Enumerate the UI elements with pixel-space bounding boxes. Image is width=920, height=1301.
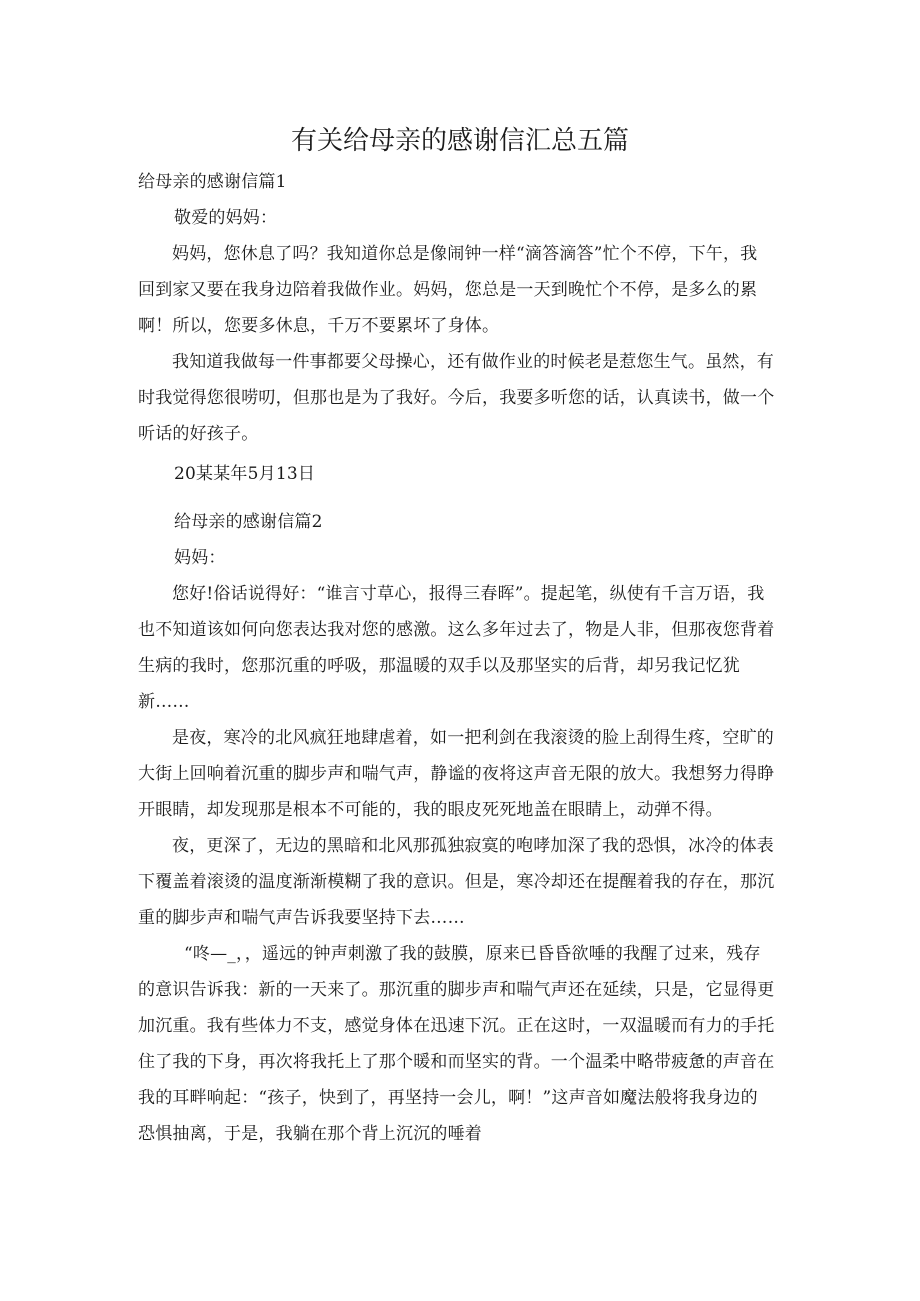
text-line: 生病的我时，您那沉重的呼吸，那温暖的双手以及那坚实的后背，却另我记忆犹 bbox=[138, 656, 740, 676]
text-line: “咚—_，，遥远的钟声刺激了我的鼓膜，原来已昏昏欲唾的我醒了过来，残存 bbox=[184, 944, 761, 964]
text-line: 啊！所以，您要多休息，千万不要累坏了身体。 bbox=[138, 316, 500, 336]
text-line: 也不知道该如何向您表达我对您的感激。这么多年过去了，物是人非，但那夜您背着 bbox=[138, 620, 775, 640]
letter1-date: 20某某年5月13日 bbox=[174, 464, 316, 484]
text-line: 恐惧抽离，于是，我躺在那个背上沉沉的唾着 bbox=[138, 1124, 482, 1144]
text-line: 的意识告诉我：新的一天来了。那沉重的脚步声和喘气声还在延续，只是，它显得更 bbox=[138, 980, 775, 1000]
text-line: 听话的好孩子。 bbox=[138, 424, 259, 444]
letter1-paragraph-1 bbox=[138, 236, 778, 344]
text-line: 我的耳畔响起：“孩子，快到了，再坚持一会儿，啊！”这声音如魔法般将我身边的 bbox=[138, 1088, 758, 1108]
text-line: 加沉重。我有些体力不支，感觉身体在迅速下沉。正在这时，一双温暖而有力的手托 bbox=[138, 1016, 775, 1036]
text-line: 您好!俗话说得好：“谁言寸草心，报得三春晖”。提起笔，纵使有千言万语，我 bbox=[172, 584, 765, 604]
document-title: 有关给母亲的感谢信汇总五篇 bbox=[290, 126, 629, 156]
text-line: 大街上回响着沉重的脚步声和喘气声，静谧的夜将这声音无限的放大。我想努力得睁 bbox=[138, 764, 775, 784]
text-line: 是夜，寒冷的北风疯狂地肆虐着，如一把利剑在我滚烫的脸上刮得生疼，空旷的 bbox=[172, 728, 774, 748]
text-line: 开眼睛，却发现那是根本不可能的，我的眼皮死死地盖在眼睛上，动弹不得。 bbox=[138, 800, 723, 820]
letter1-paragraph-2 bbox=[138, 344, 778, 452]
letter2-greeting: 妈妈： bbox=[174, 548, 226, 568]
text-line: 回到家又要在我身边陪着我做作业。妈妈，您总是一天到晚忙个不停，是多么的累 bbox=[138, 280, 758, 300]
text-line: 时我觉得您很唠叨，但那也是为了我好。今后，我要多听您的话，认真读书，做一个 bbox=[138, 388, 775, 408]
text-line: 重的脚步声和喘气声告诉我要坚持下去…… bbox=[138, 908, 465, 928]
text-line: 夜，更深了，无边的黑暗和北风那孤独寂寞的咆哮加深了我的恐惧，冰冷的体表 bbox=[172, 836, 774, 856]
letter1-greeting: 敬爱的妈妈： bbox=[174, 208, 278, 228]
text-line: 下覆盖着滚烫的温度渐渐模糊了我的意识。但是，寒冷却还在提醒着我的存在，那沉 bbox=[138, 872, 775, 892]
text-line: 新…… bbox=[138, 692, 190, 712]
text-line: 我知道我做每一件事都要父母操心，还有做作业的时候老是惹您生气。虽然，有 bbox=[172, 352, 774, 372]
letter2-heading: 给母亲的感谢信篇2 bbox=[174, 512, 323, 532]
text-line: 妈妈，您休息了吗？我知道你总是像闹钟一样“滴答滴答”忙个不停，下午，我 bbox=[172, 244, 758, 264]
letter2-paragraph-2 bbox=[138, 720, 778, 828]
letter2-paragraph-3 bbox=[138, 828, 778, 936]
letter2-paragraph-4 bbox=[138, 936, 778, 1152]
letter2-paragraph-1 bbox=[138, 576, 778, 720]
letter1-heading: 给母亲的感谢信篇1 bbox=[138, 172, 287, 192]
text-line: 住了我的下身，再次将我托上了那个暖和而坚实的背。一个温柔中略带疲惫的声音在 bbox=[138, 1052, 775, 1072]
